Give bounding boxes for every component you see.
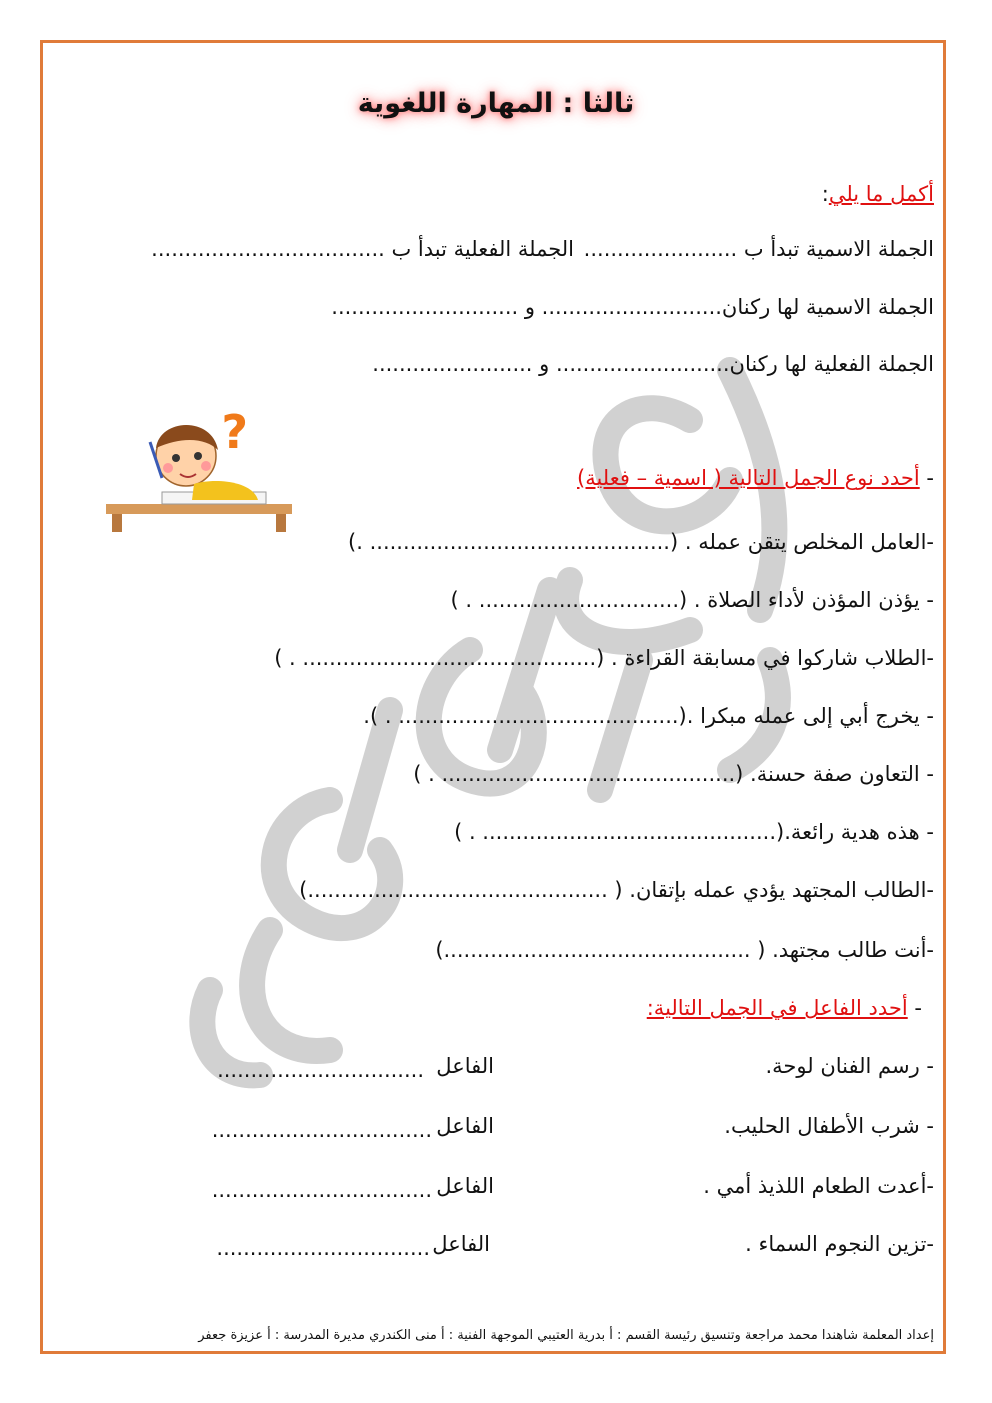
section2-item: -أنت طالب مجتهد. ( ..............................................) — [435, 938, 934, 962]
section3-sentence: - شرب الأطفال الحليب. — [724, 1114, 934, 1138]
section2-dash: - — [919, 466, 934, 490]
section3-label: الفاعل — [436, 1174, 494, 1198]
section3-label: الفاعل — [436, 1114, 494, 1138]
section3-blank: ............................... — [217, 1058, 424, 1082]
section2-item: - هذه هدية رائعة.(............................................ . ) — [454, 820, 934, 844]
section1-line1-b: الجملة الفعلية تبدأ ب ................................... — [151, 237, 574, 261]
section3-heading-text: أحدد الفاعل في الجمل التالية: — [646, 996, 908, 1020]
section3-blank: ................................. — [211, 1178, 432, 1202]
section1-heading — [822, 182, 934, 206]
section2-heading — [577, 466, 934, 490]
section2-item: - التعاون صفة حسنة. (............................................ . ) — [413, 762, 934, 786]
section3-blank: ................................. — [211, 1118, 432, 1142]
section3-blank: ................................ — [216, 1236, 430, 1260]
section2-heading-text: أحدد نوع الجمل التالية ( اسمية – فعلية) — [577, 466, 920, 490]
section1-heading-colon: : — [821, 182, 829, 206]
section3-label: الفاعل — [432, 1232, 490, 1256]
page-title: ثالثا : المهارة اللغوية — [357, 88, 635, 119]
thinking-boy-illustration — [102, 408, 298, 533]
section1-heading-text: أكمل ما يلي — [828, 182, 934, 206]
section3-label: الفاعل — [436, 1054, 494, 1078]
section3-heading — [647, 996, 922, 1020]
section1-line1-a: الجملة الاسمية تبدأ ب ....................... — [583, 237, 934, 261]
section2-item: - يؤذن المؤذن لأداء الصلاة . (.............................. . ) — [450, 588, 934, 612]
section3-dash: - — [907, 996, 922, 1020]
section2-item: -العامل المخلص يتقن عمله . (............................................. .) — [348, 530, 934, 554]
section2-item: -الطالب المجتهد يؤدي عمله بإتقان. ( .............................................) — [299, 878, 934, 902]
svg-text:?: ? — [221, 408, 248, 459]
section2-item: - يخرج أبي إلى عمله مبكرا .(.......................................... . ). — [363, 704, 934, 728]
section2-item: -الطلاب شاركوا في مسابقة القراءة . (............................................ . ) — [274, 646, 934, 670]
footer-credits: إعداد المعلمة شاهندا محمد مراجعة وتنسيق رئيسة القسم : أ بدرية العتيبي الموجهة الفنية : أ منى الكندري مديرة المدرسة : أ عزيزة جعفر — [198, 1328, 934, 1343]
section1-line3: الجملة الفعلية لها ركنان.......................... و ........................ — [372, 352, 934, 376]
section3-sentence: -أعدت الطعام اللذيذ أمي . — [703, 1174, 934, 1198]
section3-sentence: -تزين النجوم السماء . — [745, 1232, 934, 1256]
section3-sentence: - رسم الفنان لوحة. — [765, 1054, 934, 1078]
section1-line2: الجملة الاسمية لها ركنان........................... و ............................ — [331, 295, 934, 319]
